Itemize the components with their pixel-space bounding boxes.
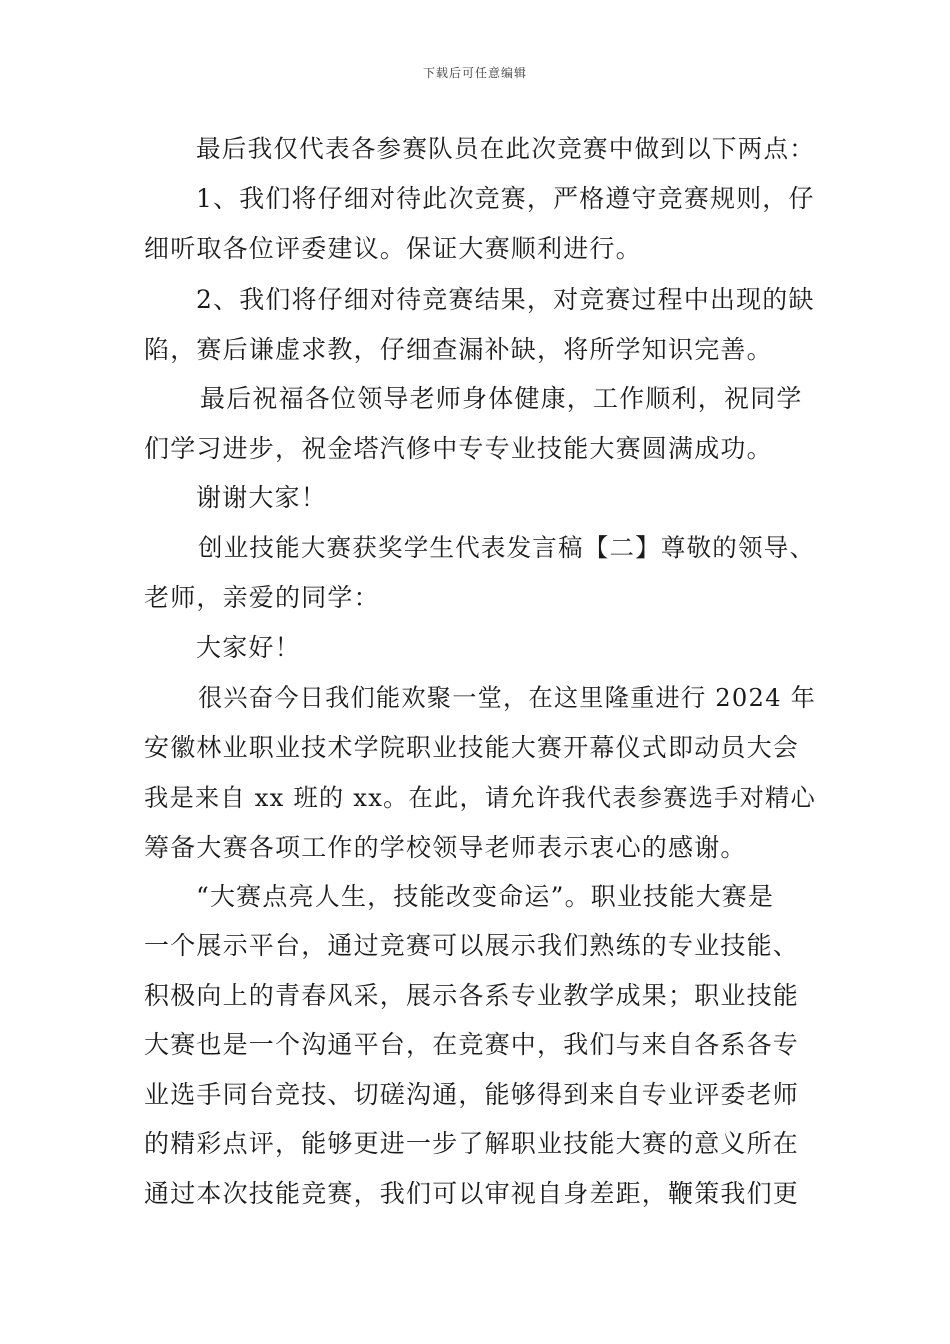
paragraph-line: 老师，亲爱的同学： (144, 583, 380, 612)
paragraph-line: 大家好！ (196, 633, 301, 662)
paragraph-line: 最后祝福各位领导老师身体健康，工作顺利，祝同学 (200, 384, 803, 413)
paragraph-line: 谢谢大家！ (196, 483, 328, 512)
paragraph-line: 大赛也是一个沟通平台，在竞赛中，我们与来自各系各专 (144, 1030, 800, 1059)
paragraph-line: 筹备大赛各项工作的学校领导老师表示衷心的感谢。 (144, 833, 747, 862)
paragraph-line: 的精彩点评，能够更进一步了解职业技能大赛的意义所在 (144, 1129, 800, 1158)
paragraph-line: 积极向上的青春风采，展示各系专业教学成果；职业技能 (144, 981, 800, 1010)
paragraph-line: 细听取各位评委建议。保证大赛顺利进行。 (144, 234, 642, 263)
paragraph-line: 陷，赛后谦虚求教，仔细查漏补缺，将所学知识完善。 (144, 335, 773, 364)
page-header: 下载后可任意编辑 (422, 66, 527, 80)
paragraph-line: “大赛点亮人生，技能改变命运”。职业技能大赛是 (196, 882, 775, 911)
paragraph-line: 业选手同台竞技、切磋沟通，能够得到来自专业评委老师 (144, 1080, 800, 1109)
paragraph-line: 安徽林业职业技术学院职业技能大赛开幕仪式即动员大会 (144, 733, 800, 762)
paragraph-line: 最后我仅代表各参赛队员在此次竞赛中做到以下两点： (196, 134, 816, 163)
paragraph-line: 很兴奋今日我们能欢聚一堂，在这里隆重进行 2024 年 (198, 684, 817, 712)
paragraph-line: 2、我们将仔细对待竞赛结果，对竞赛过程中出现的缺 (196, 285, 815, 314)
paragraph-line: 通过本次技能竞赛，我们可以审视自身差距，鞭策我们更 (144, 1179, 800, 1208)
paragraph-line: 们学习进步，祝金塔汽修中专专业技能大赛圆满成功。 (144, 434, 773, 463)
paragraph-line: 1、我们将仔细对待此次竞赛，严格遵守竞赛规则，仔 (196, 184, 815, 213)
paragraph-line: 创业技能大赛获奖学生代表发言稿【二】尊敬的领导、 (198, 533, 816, 562)
paragraph-line: 我是来自 xx 班的 xx。在此，请允许我代表参赛选手对精心 (144, 783, 816, 812)
paragraph-line: 一个展示平台，通过竞赛可以展示我们熟练的专业技能、 (144, 931, 800, 960)
